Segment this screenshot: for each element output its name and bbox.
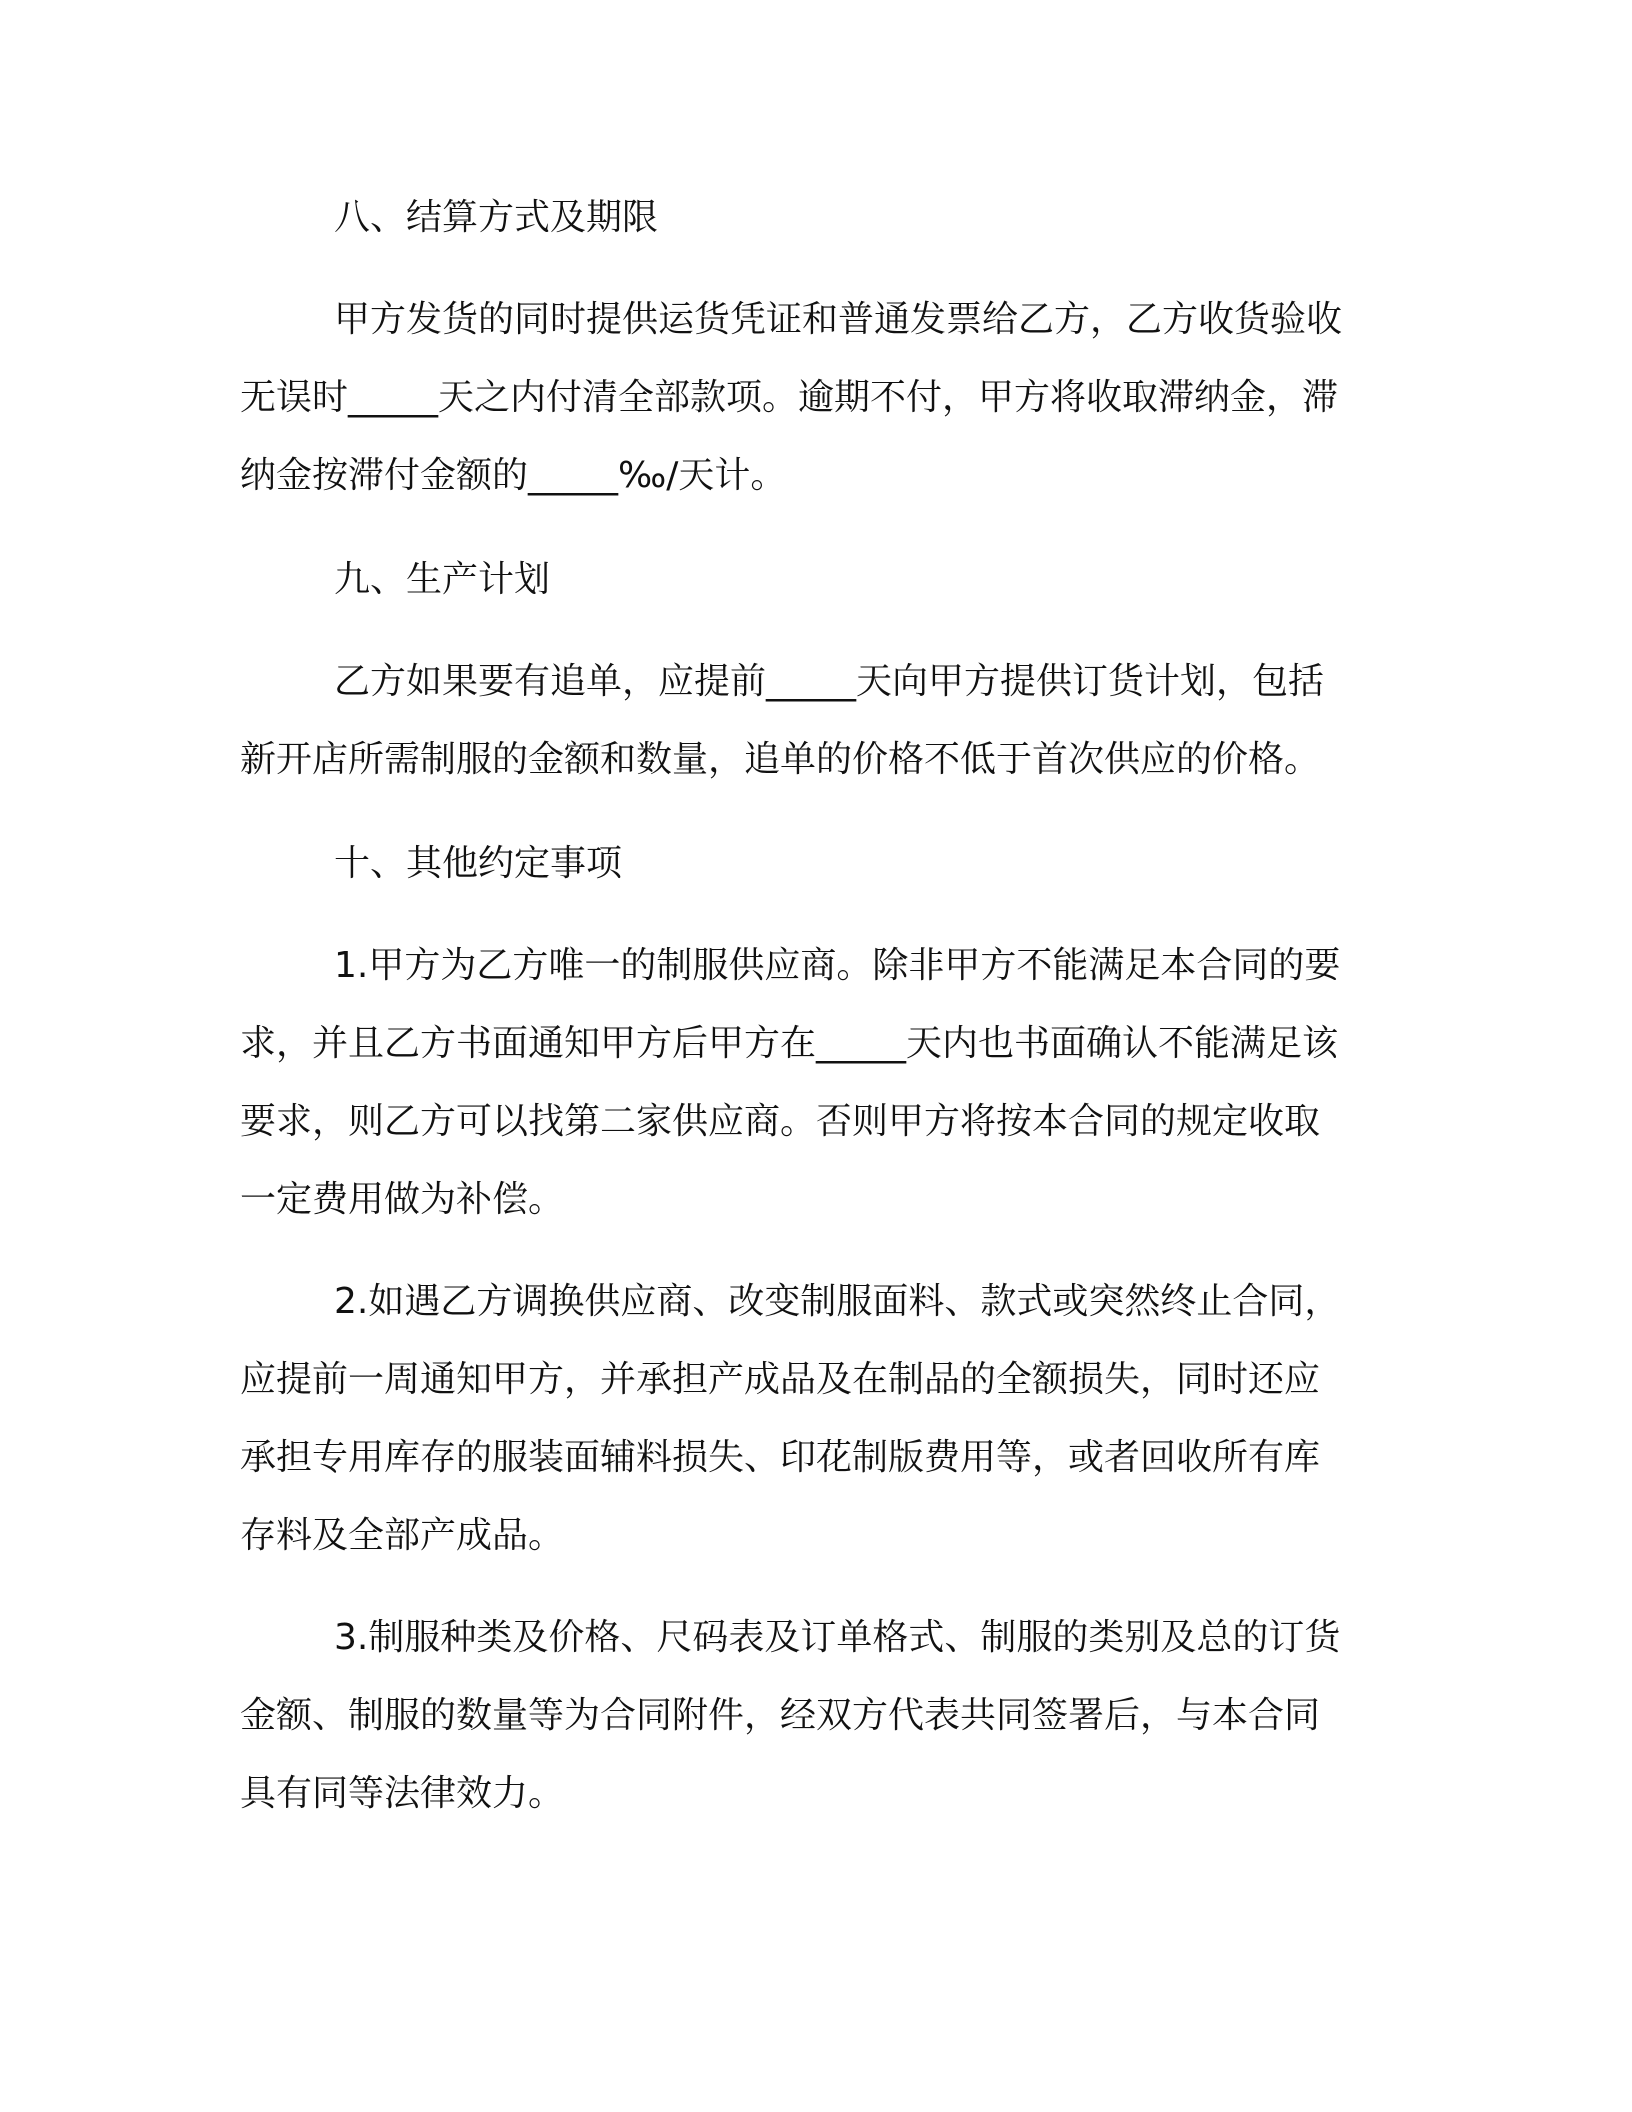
paragraph-line: 乙方如果要有追单，应提前_____天向甲方提供订货计划，包括 — [334, 661, 1325, 702]
paragraph-line: 承担专用库存的服装面辅料损失、印花制版费用等，或者回收所有库 — [240, 1437, 1321, 1478]
paragraph-line: 纳金按滞付金额的_____‰/天计。 — [240, 455, 787, 496]
section-heading-9: 九、生产计划 — [334, 559, 551, 600]
paragraph-line: 无误时_____天之内付清全部款项。逾期不付，甲方将收取滞纳金，滞 — [240, 377, 1339, 418]
paragraph-line: 求，并且乙方书面通知甲方后甲方在_____天内也书面确认不能满足该 — [240, 1023, 1339, 1064]
paragraph-line: 要求，则乙方可以找第二家供应商。否则甲方将按本合同的规定收取 — [240, 1101, 1321, 1142]
paragraph-line: 2.如遇乙方调换供应商、改变制服面料、款式或突然终止合同， — [334, 1281, 1341, 1322]
paragraph-line: 金额、制服的数量等为合同附件，经双方代表共同签署后，与本合同 — [240, 1695, 1321, 1736]
paragraph-line: 甲方发货的同时提供运货凭证和普通发票给乙方，乙方收货验收 — [334, 299, 1343, 340]
section-heading-10: 十、其他约定事项 — [334, 843, 623, 884]
paragraph-line: 1.甲方为乙方唯一的制服供应商。除非甲方不能满足本合同的要 — [334, 945, 1341, 986]
paragraph-line: 应提前一周通知甲方，并承担产成品及在制品的全额损失，同时还应 — [240, 1359, 1321, 1400]
paragraph-line: 一定费用做为补偿。 — [240, 1179, 565, 1220]
section-heading-8: 八、结算方式及期限 — [334, 197, 659, 238]
paragraph-line: 3.制服种类及价格、尺码表及订单格式、制服的类别及总的订货 — [334, 1617, 1341, 1658]
paragraph-line: 存料及全部产成品。 — [240, 1515, 565, 1556]
paragraph-line: 具有同等法律效力。 — [240, 1773, 565, 1814]
paragraph-line: 新开店所需制服的金额和数量，追单的价格不低于首次供应的价格。 — [240, 739, 1321, 780]
